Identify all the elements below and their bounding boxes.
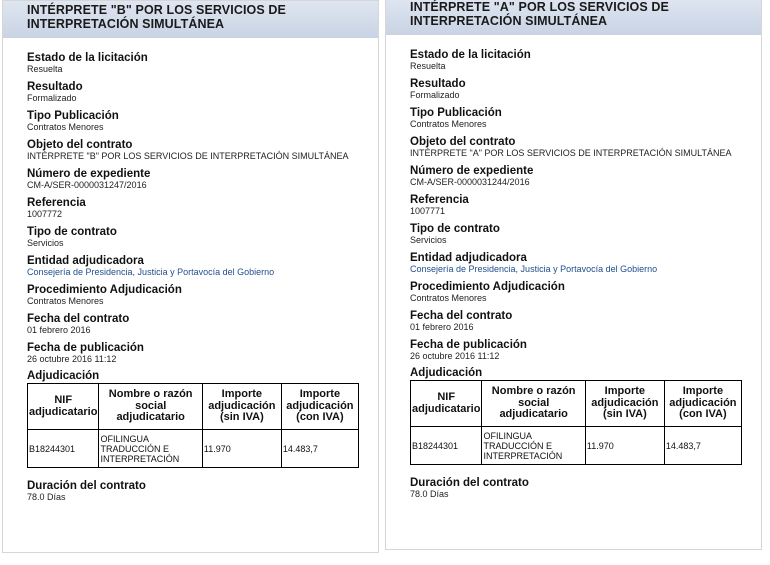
- field-value: Resuelta: [27, 64, 63, 74]
- field-value: Servicios: [410, 235, 447, 245]
- cell-con-iva: 14.483,7: [281, 430, 358, 468]
- field-objeto: [410, 136, 761, 159]
- field-label: Objeto del contrato: [410, 136, 516, 148]
- header-nombre: Nombre o razón social adjudicatario: [99, 384, 202, 430]
- field-label: Entidad adjudicadora: [410, 252, 527, 264]
- table-header-row: [28, 384, 359, 430]
- adjudicacion-heading: Adjudicación: [410, 367, 483, 379]
- field-value: Formalizado: [27, 93, 77, 103]
- header-nombre: Nombre o razón social adjudicatario: [482, 381, 585, 427]
- cell-nif: B18244301: [411, 427, 482, 465]
- field-value: 78.0 Días: [410, 489, 449, 499]
- field-label: Objeto del contrato: [27, 139, 133, 151]
- field-label: Número de expediente: [410, 165, 534, 177]
- field-referencia: [27, 197, 378, 220]
- table-header-row: [411, 381, 742, 427]
- field-duracion: [410, 477, 761, 500]
- field-tipo-contrato: [410, 223, 761, 246]
- field-procedimiento: [410, 281, 761, 304]
- field-label: Fecha de publicación: [410, 339, 527, 351]
- card-title: INTÉRPRETE "B" POR LOS SERVICIOS DE INTERPRETACIÓN SIMULTÁNEA: [27, 3, 286, 31]
- card-title: INTÉRPRETE "A" POR LOS SERVICIOS DE INTERPRETACIÓN SIMULTÁNEA: [410, 0, 669, 28]
- header-sin-iva: Importe adjudicación (sin IVA): [585, 381, 664, 427]
- header-nif: NIF adjudicatario: [28, 384, 99, 430]
- field-label: Procedimiento Adjudicación: [410, 281, 565, 293]
- field-referencia: [410, 194, 761, 217]
- field-tipo-publicacion: [27, 110, 378, 133]
- field-value: Resuelta: [410, 61, 446, 71]
- field-fecha-contrato: [410, 310, 761, 333]
- field-label: Duración del contrato: [410, 477, 529, 489]
- field-value: 1007772: [27, 209, 63, 219]
- field-resultado: [410, 78, 761, 101]
- cell-sin-iva: 11.970: [202, 430, 281, 468]
- field-value: CM-A/SER-0000031247/2016: [27, 180, 147, 190]
- field-value: CM-A/SER-0000031244/2016: [410, 177, 530, 187]
- field-value: 01 febrero 2016: [27, 325, 91, 335]
- field-value: Servicios: [27, 238, 64, 248]
- table-row: [28, 430, 359, 468]
- field-label: Fecha del contrato: [410, 310, 513, 322]
- table-row: [411, 427, 742, 465]
- cell-con-iva: 14.483,7: [664, 427, 741, 465]
- field-estado: [410, 49, 761, 72]
- field-label: Duración del contrato: [27, 480, 146, 492]
- field-label: Número de expediente: [27, 168, 151, 180]
- field-label: Referencia: [27, 197, 86, 209]
- card-header: [386, 0, 761, 35]
- contract-card-b: [2, 0, 379, 553]
- field-fecha-publicacion: [27, 342, 378, 365]
- field-label: Tipo de contrato: [27, 226, 117, 238]
- field-entidad: [410, 252, 761, 275]
- field-fecha-publicacion: [410, 339, 761, 362]
- field-label: Fecha de publicación: [27, 342, 144, 354]
- field-value: INTÉRPRETE "B" POR LOS SERVICIOS DE INTERPRETACIÓN SIMULTÁNEA: [27, 151, 349, 161]
- cell-sin-iva: 11.970: [585, 427, 664, 465]
- field-entidad: [27, 255, 378, 278]
- field-expediente: [410, 165, 761, 188]
- adjudicacion-table: [410, 380, 742, 465]
- field-value: INTÉRPRETE "A" POR LOS SERVICIOS DE INTERPRETACIÓN SIMULTÁNEA: [410, 148, 732, 158]
- field-value: Contratos Menores: [27, 296, 104, 306]
- card-header: [3, 1, 378, 38]
- field-value: Contratos Menores: [27, 122, 104, 132]
- field-resultado: [27, 81, 378, 104]
- field-procedimiento: [27, 284, 378, 307]
- field-label: Tipo Publicación: [410, 107, 502, 119]
- field-label: Resultado: [410, 78, 466, 90]
- field-label: Estado de la licitación: [410, 49, 531, 61]
- cell-nombre: OFILINGUA TRADUCCIÓN E INTERPRETACIÓN: [99, 430, 202, 468]
- header-con-iva: Importe adjudicación (con IVA): [281, 384, 358, 430]
- field-duracion: [27, 480, 378, 503]
- entidad-link[interactable]: Consejería de Presidencia, Justicia y Portavocía del Gobierno: [27, 267, 275, 277]
- field-value: Contratos Menores: [410, 293, 487, 303]
- card-fields: [386, 35, 761, 500]
- entidad-link[interactable]: Consejería de Presidencia, Justicia y Portavocía del Gobierno: [410, 264, 658, 274]
- header-con-iva: Importe adjudicación (con IVA): [664, 381, 741, 427]
- field-value: Formalizado: [410, 90, 460, 100]
- adjudicacion-heading: Adjudicación: [27, 370, 100, 382]
- field-objeto: [27, 139, 378, 162]
- field-tipo-publicacion: [410, 107, 761, 130]
- header-nif: NIF adjudicatario: [411, 381, 482, 427]
- field-label: Fecha del contrato: [27, 313, 130, 325]
- field-label: Resultado: [27, 81, 83, 93]
- cell-nombre: OFILINGUA TRADUCCIÓN E INTERPRETACIÓN: [482, 427, 585, 465]
- adjudicacion-table: [27, 383, 359, 468]
- field-expediente: [27, 168, 378, 191]
- field-label: Referencia: [410, 194, 469, 206]
- field-label: Estado de la licitación: [27, 52, 148, 64]
- field-estado: [27, 52, 378, 75]
- field-label: Entidad adjudicadora: [27, 255, 144, 267]
- field-value: 78.0 Días: [27, 492, 66, 502]
- field-label: Procedimiento Adjudicación: [27, 284, 182, 296]
- cell-nif: B18244301: [28, 430, 99, 468]
- header-sin-iva: Importe adjudicación (sin IVA): [202, 384, 281, 430]
- field-value: 1007771: [410, 206, 446, 216]
- field-value: 26 octubre 2016 11:12: [410, 351, 500, 361]
- field-value: 26 octubre 2016 11:12: [27, 354, 117, 364]
- card-fields: [3, 38, 378, 503]
- field-label: Tipo de contrato: [410, 223, 500, 235]
- field-label: Tipo Publicación: [27, 110, 119, 122]
- contract-card-a: [385, 0, 762, 550]
- field-tipo-contrato: [27, 226, 378, 249]
- field-value: Contratos Menores: [410, 119, 487, 129]
- field-fecha-contrato: [27, 313, 378, 336]
- field-value: 01 febrero 2016: [410, 322, 474, 332]
